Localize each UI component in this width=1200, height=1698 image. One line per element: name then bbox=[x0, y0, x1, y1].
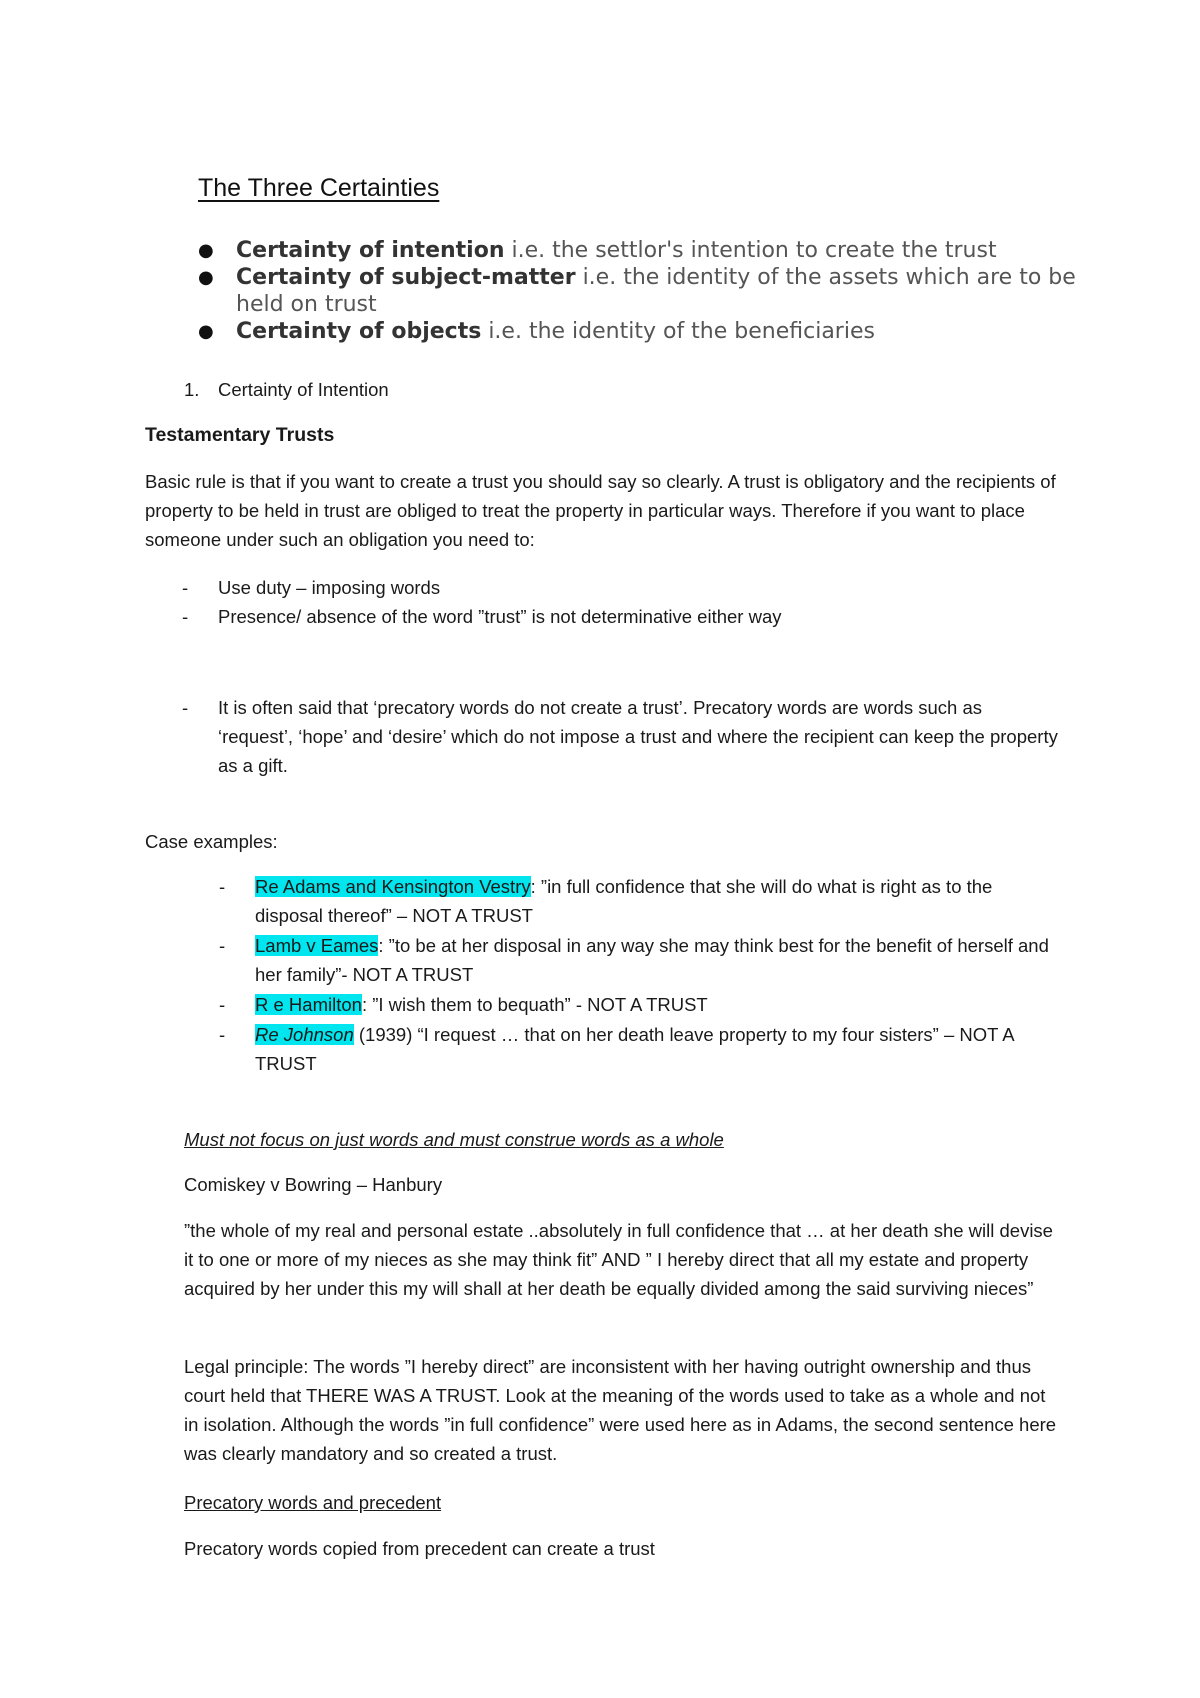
dash-bullet-icon: - bbox=[219, 876, 226, 897]
section-heading-construe-whole: Must not focus on just words and must construe words as a whole bbox=[184, 1129, 724, 1150]
precatory-point bbox=[182, 693, 1058, 780]
dash-bullet-icon: - bbox=[182, 577, 189, 598]
rule-text: Presence/ absence of the word ”trust” is not determinative either way bbox=[218, 606, 782, 627]
bullet-icon: ● bbox=[198, 240, 214, 261]
case-text: : ”I wish them to bequath” - NOT A TRUST bbox=[361, 994, 708, 1015]
case-text: : ”to be at her disposal in any way she may think best for the benefit of herself and her family”- NOT A TRUST bbox=[255, 935, 1049, 985]
certainty-term: Certainty of objects bbox=[236, 319, 482, 344]
case-text: : ”in full confidence that she will do what is right as to the disposal thereof” – NOT A TRUST bbox=[255, 876, 993, 926]
section-heading-precedent: Precatory words and precedent bbox=[184, 1492, 442, 1513]
case-item bbox=[219, 990, 1055, 1019]
certainty-desc: i.e. the identity of the beneficiaries bbox=[481, 319, 875, 344]
bullet-icon: ● bbox=[198, 267, 214, 288]
certainty-subject-matter-item bbox=[198, 264, 1116, 318]
certainty-term: Certainty of subject-matter bbox=[236, 265, 576, 290]
dash-bullet-icon: - bbox=[219, 1024, 226, 1045]
certainty-desc: i.e. the identity of the assets which are to be held on trust bbox=[236, 265, 1076, 317]
case-item bbox=[219, 872, 1055, 930]
page-title: The Three Certainties bbox=[198, 174, 440, 202]
basic-rule-paragraph: Basic rule is that if you want to create a trust you should say so clearly. A trust is obligatory and the recipients of property to be held in trust are obliged to treat the property in particular ways. Therefore if you want to place someone under such an obligation you need to: bbox=[145, 471, 1056, 550]
comiskey-quote: ”the whole of my real and personal estate ..absolutely in full confidence that … at her death she will devise it to one or more of my nieces as she may think fit” AND ” I hereby direct that all my estate and property acquired by her under this my will shall at her death be equally divided among the said surviving nieces” bbox=[184, 1220, 1053, 1299]
case-name-highlight: Re Johnson bbox=[255, 1024, 354, 1045]
case-text: (1939) “I request … that on her death leave property to my four sisters” – NOT A TRUST bbox=[255, 1024, 1014, 1074]
rule-item bbox=[182, 573, 1078, 602]
dash-bullet-icon: - bbox=[182, 606, 189, 627]
rule-text: Use duty – imposing words bbox=[218, 577, 441, 598]
numbered-item-number: 1. bbox=[184, 379, 200, 400]
case-name-highlight: Lamb v Eames bbox=[255, 935, 379, 956]
dash-bullet-icon: - bbox=[182, 697, 189, 718]
certainty-term: Certainty of intention bbox=[236, 238, 505, 263]
precedent-paragraph: Precatory words copied from precedent can create a trust bbox=[184, 1538, 655, 1559]
certainty-desc: i.e. the settlor's intention to create the trust bbox=[504, 238, 997, 263]
certainty-objects-item bbox=[198, 318, 1116, 345]
dash-bullet-icon: - bbox=[219, 994, 226, 1015]
dash-bullet-icon: - bbox=[219, 935, 226, 956]
precatory-text: It is often said that ‘precatory words do not create a trust’. Precatory words are words such as ‘request’, ‘hope’ and ‘desire’ which do not impose a trust and where the recipient can keep the property as a gift. bbox=[218, 697, 1058, 776]
numbered-item-text: Certainty of Intention bbox=[218, 379, 389, 400]
bullet-icon: ● bbox=[198, 321, 214, 342]
rule-item bbox=[182, 602, 1078, 631]
case-item bbox=[219, 931, 1055, 989]
case-examples-label: Case examples: bbox=[145, 831, 278, 852]
case-name-highlight: R e Hamilton bbox=[255, 994, 362, 1015]
certainty-intention-item bbox=[198, 237, 1116, 264]
section-heading-testamentary: Testamentary Trusts bbox=[145, 424, 335, 446]
legal-principle-paragraph: Legal principle: The words ”I hereby direct” are inconsistent with her having outright ownership and thus court held that THERE WAS A TRUST. Look at the meaning of the words used to take as a whole and not in isolation. Although the words ”in full confidence” were used here as in Adams, the second sentence here was clearly mandatory and so created a trust. bbox=[184, 1356, 1057, 1464]
case-name-highlight: Re Adams and Kensington Vestry bbox=[255, 876, 531, 897]
case-item bbox=[219, 1020, 1055, 1078]
case-name-comiskey: Comiskey v Bowring – Hanbury bbox=[184, 1174, 443, 1195]
